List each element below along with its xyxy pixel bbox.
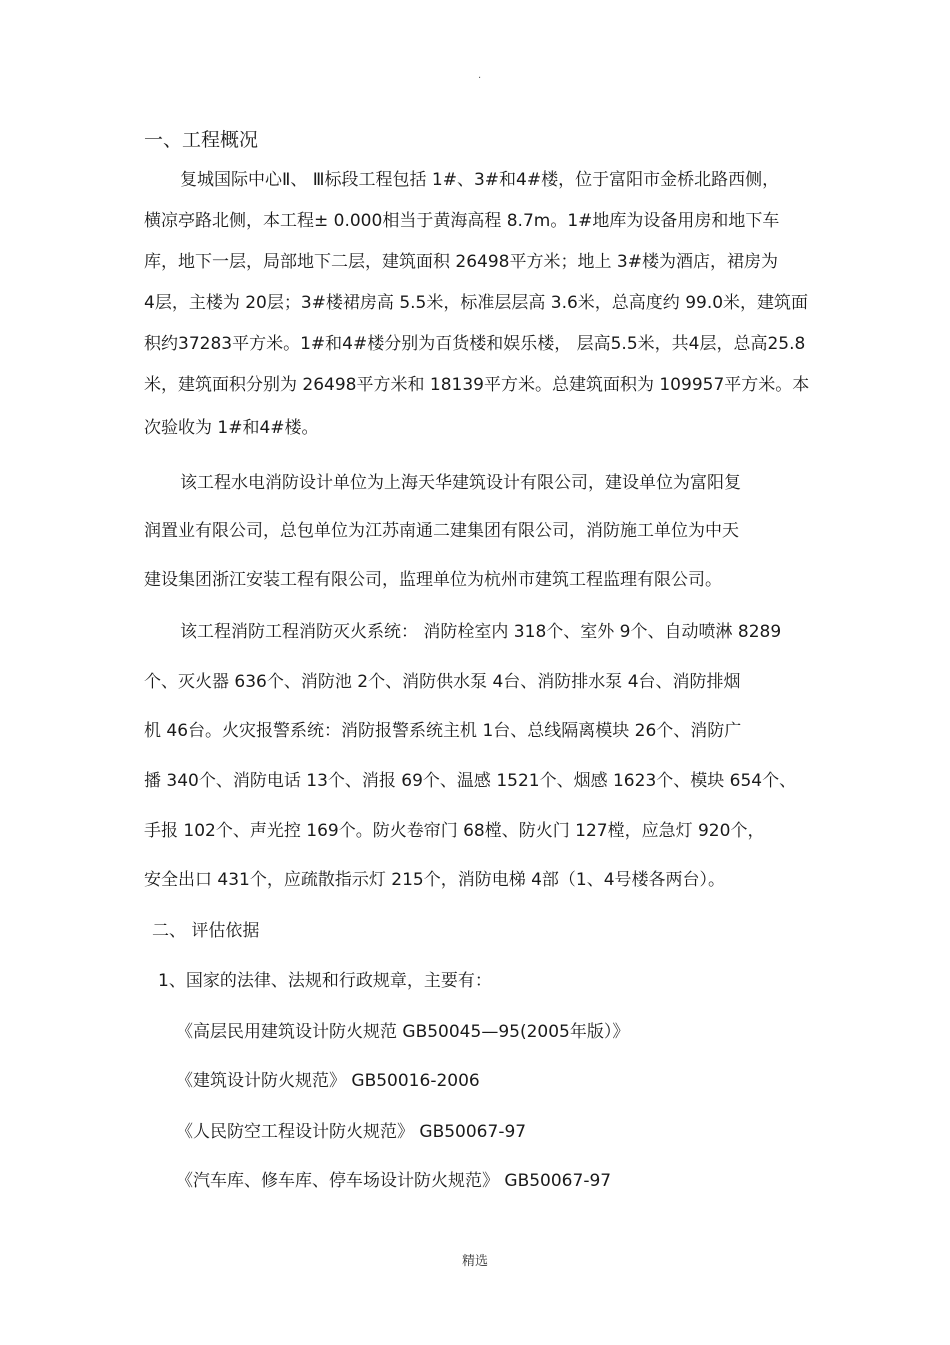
- para2-line: 润置业有限公司，总包单位为江苏南通二建集团有限公司，消防施工单位为中天: [144, 521, 739, 541]
- para3-line: 个、灭火器 636个、消防池 2个、消防供水泵 4台、消防排水泵 4台、消防排烟: [144, 672, 741, 692]
- para1-line: 复城国际中心Ⅱ、 Ⅲ标段工程包括 1#、3#和4#楼，位于富阳市金桥北路西侧，: [180, 170, 780, 190]
- section2-item1: 1、国家的法律、法规和行政规章，主要有：: [158, 971, 492, 991]
- para1-line: 次验收为 1#和4#楼。: [144, 418, 319, 438]
- regulation-item: 《汽车库、修车库、停车场设计防火规范》 GB50067-97: [176, 1171, 612, 1191]
- para2-line: 该工程水电消防设计单位为上海天华建筑设计有限公司，建设单位为富阳复: [180, 473, 741, 493]
- footer-label: 精选: [461, 1254, 488, 1269]
- para3-line: 机 46台。火灾报警系统：消防报警系统主机 1台、总线隔离模块 26个、消防广: [144, 721, 742, 741]
- para1-line: 横凉亭路北侧，本工程± 0.000相当于黄海高程 8.7m。1#地库为设备用房和地下车: [144, 211, 780, 231]
- para1-line: 积约37283平方米。1#和4#楼分别为百货楼和娱乐楼， 层高5.5米，共4层，总高25.8: [144, 334, 806, 354]
- para1-line: 米，建筑面积分别为 26498平方米和 18139平方米。总建筑面积为 109957平方米。本: [144, 375, 810, 395]
- para2-line: 建设集团浙江安装工程有限公司，监理单位为杭州市建筑工程监理有限公司。: [144, 570, 722, 590]
- section1-heading: 一、工程概况: [144, 129, 259, 151]
- regulation-item: 《人民防空工程设计防火规范》 GB50067-97: [176, 1122, 527, 1142]
- regulation-item: 《高层民用建筑设计防火规范 GB50045—95(2005年版）》: [176, 1022, 630, 1042]
- section2-heading: 二、 评估依据: [152, 921, 260, 941]
- regulation-item: 《建筑设计防火规范》 GB50016-2006: [176, 1071, 480, 1091]
- para3-line: 该工程消防工程消防灭火系统： 消防栓室内 318个、室外 9个、自动喷淋 8289: [180, 622, 782, 642]
- para1-line: 4层，主楼为 20层；3#楼裙房高 5.5米，标准层层高 3.6米，总高度约 99.0米，建筑面: [144, 293, 809, 313]
- para3-line: 手报 102个、声光控 169个。防火卷帘门 68樘、防火门 127樘，应急灯 920个，: [144, 821, 765, 841]
- para3-line: 播 340个、消防电话 13个、消报 69个、温感 1521个、烟感 1623个、模块 654个、: [144, 771, 797, 791]
- para3-line: 安全出口 431个，应疏散指示灯 215个，消防电梯 4部（1、4号楼各两台）。: [144, 870, 726, 890]
- header-mark: .: [478, 70, 482, 81]
- para1-line: 库，地下一层，局部地下二层，建筑面积 26498平方米；地上 3#楼为酒店，裙房为: [144, 252, 778, 272]
